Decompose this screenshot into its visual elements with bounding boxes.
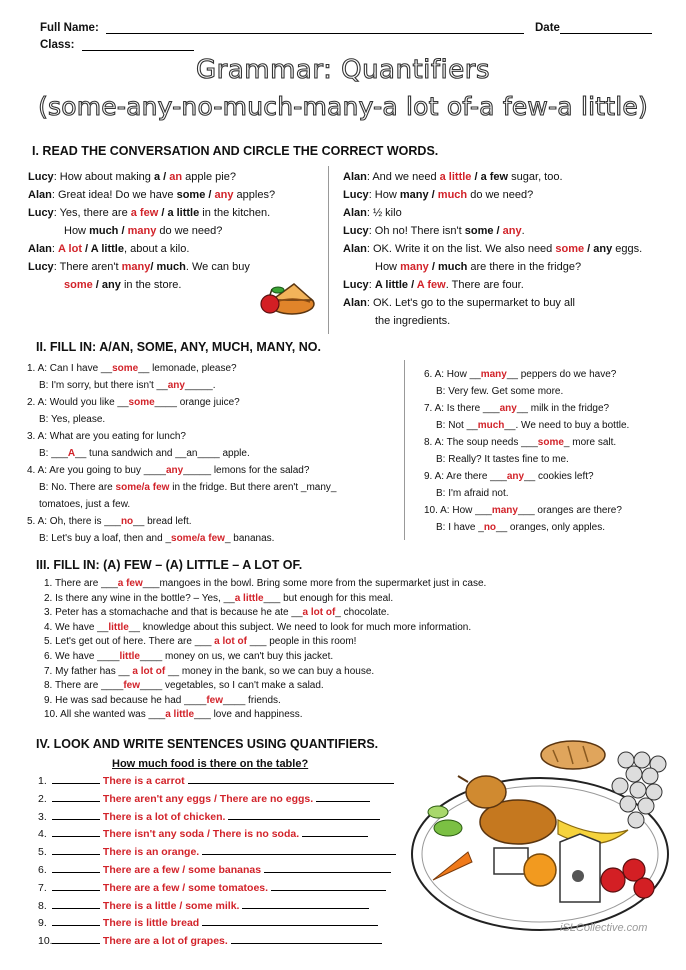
exercise-line (424, 468, 684, 485)
exercise-line (424, 366, 684, 383)
conversation-line (343, 222, 678, 240)
line-text: ___ oranges are there? (517, 505, 622, 516)
exercise-line (424, 502, 684, 519)
answer: any (166, 465, 184, 476)
line-text: the ingredients. (375, 315, 451, 327)
line-text: __ bread left. (133, 516, 192, 527)
circled-answer: some (64, 279, 93, 291)
line-text: apple pie? (182, 171, 236, 183)
answer: a lot of (132, 665, 166, 677)
line-text: do we need? (156, 225, 223, 237)
sentences-list (38, 772, 398, 950)
answer: little (119, 650, 140, 662)
blank-line (52, 772, 100, 784)
line-text: : And we need (366, 171, 440, 183)
option-separator: / (118, 225, 128, 237)
sentence-line (38, 790, 398, 808)
full-name-field (40, 22, 524, 34)
option-word: much (156, 261, 186, 273)
answer: some/a few (115, 482, 170, 493)
blank-line (52, 914, 100, 926)
section4-heading: IV. LOOK AND WRITE SENTENCES USING QUANTIFIERS. (36, 737, 379, 751)
line-text: B: Not __ (436, 420, 478, 431)
exercise-line (27, 428, 407, 445)
line-text: ___ love and happiness. (194, 709, 303, 721)
option-separator: / (471, 171, 481, 183)
line-text: apples? (233, 189, 276, 201)
speaker-name: Lucy (343, 279, 369, 291)
answer: There are a few / some tomatoes. (100, 881, 271, 894)
option-word: much (89, 225, 119, 237)
answer: A (67, 448, 76, 459)
option-word: a few (480, 171, 509, 183)
line-text: __ knowledge about this subject. We need to look for much more information. (128, 621, 472, 633)
speaker-name: Lucy (28, 171, 54, 183)
line-text: 10. A: How ___ (424, 505, 492, 516)
blank-line (202, 843, 396, 855)
line-text: B: Very few. Get some more. (436, 386, 564, 397)
line-text: B: Let's buy a loaf, then and _ (39, 533, 172, 544)
speaker-name: Alan (343, 243, 367, 255)
exercise-line (27, 377, 407, 394)
line-text: 1. There are ___ (44, 578, 118, 589)
line-text: : ½ kilo (366, 207, 402, 219)
exercise-line (424, 383, 684, 400)
exercise-line (44, 665, 674, 680)
line-text: ____ money on us, we can't buy this jacket. (140, 650, 334, 662)
answer: There is little bread (100, 917, 203, 930)
blank-line (52, 825, 100, 837)
conversation-right (343, 168, 678, 330)
section1-heading: I. READ THE CONVERSATION AND CIRCLE THE CORRECT WORDS. (32, 144, 439, 158)
speaker-name: Alan (28, 189, 52, 201)
line-text: are there in the fridge? (467, 261, 582, 273)
option-separator: / (428, 189, 438, 201)
answer: few (123, 680, 140, 692)
blank-line (242, 897, 369, 909)
conversation-line (343, 186, 678, 204)
circled-answer: many (127, 225, 157, 237)
option-word: much (437, 261, 468, 273)
divider-2 (404, 360, 405, 540)
line-text: do we need? (467, 189, 534, 201)
sentence-line (38, 772, 398, 790)
full-name-line (106, 33, 524, 34)
answer: many (480, 369, 507, 380)
exercise-line (27, 360, 407, 377)
line-text: . (521, 225, 525, 237)
line-text: B: I'm afraid not. (436, 488, 509, 499)
line-text: : Oh no! There isn't (368, 225, 465, 237)
line-text: eggs. (612, 243, 643, 255)
line-text: tomatoes, just a few. (39, 499, 131, 510)
answer: any (499, 403, 517, 414)
conversation-line (343, 294, 678, 312)
line-text: 3. A: What are you eating for lunch? (27, 431, 186, 442)
sentence-line (38, 825, 398, 843)
line-text: ___mangoes in the bowl. Bring some more from the supermarket just in case. (142, 578, 487, 589)
option-word: some (176, 189, 206, 201)
line-text: B: I have _ (436, 522, 484, 533)
line-text: ____ orange juice? (154, 397, 240, 408)
line-text: . We can buy (185, 261, 250, 273)
circled-answer: many (121, 261, 151, 273)
line-text: : (368, 279, 375, 291)
option-word: a (153, 171, 161, 183)
line-text: in the kitchen. (199, 207, 271, 219)
line-text: : Great idea! Do we have (51, 189, 177, 201)
circled-answer: a little (439, 171, 472, 183)
answer: a few (117, 578, 143, 589)
answer: little (108, 621, 129, 633)
date-field (535, 22, 652, 34)
option-word: any (593, 243, 613, 255)
item-number: 6. (38, 863, 47, 876)
blank-line (264, 861, 391, 873)
line-text: 9. A: Are there ___ (424, 471, 507, 482)
blank-line (52, 897, 100, 909)
exercise-line (44, 577, 674, 592)
exercise-line (424, 451, 684, 468)
exercise-line (424, 434, 684, 451)
line-text: : How about making (53, 171, 154, 183)
item-number: 8. (38, 899, 47, 912)
line-text: 9. He was sad because he had ____ (44, 694, 207, 706)
option-word: A little (90, 243, 124, 255)
line-text: 4. A: Are you going to buy ____ (27, 465, 166, 476)
line-text: ____ friends. (223, 694, 281, 706)
conversation-line (343, 240, 678, 258)
answer: any (167, 380, 185, 391)
speaker-name: Alan (343, 207, 367, 219)
conversation-line (28, 204, 323, 222)
conversation-line (343, 312, 678, 330)
blank-line (52, 808, 100, 820)
line-text: : OK. Let's go to the supermarket to buy all (366, 297, 575, 309)
option-separator: / (82, 243, 91, 255)
speaker-name: Alan (343, 297, 367, 309)
conversation-line (343, 276, 678, 294)
line-text: 6. A: How __ (424, 369, 481, 380)
item-number: 4. (38, 828, 47, 841)
line-text: ___ people in this room! (246, 636, 357, 648)
full-name-label: Full Name: (40, 22, 99, 34)
conversation-line (343, 258, 678, 276)
speaker-name: Lucy (28, 207, 54, 219)
blank-line (52, 790, 100, 802)
option-separator: / (205, 189, 215, 201)
line-text: : How (368, 189, 400, 201)
blank-line (316, 790, 370, 802)
answer: a little (165, 709, 195, 721)
item-number: 10. (38, 935, 53, 948)
answer: some (537, 437, 564, 448)
line-text: : OK. Write it on the list. We also need (366, 243, 556, 255)
line-text: : There aren't (53, 261, 122, 273)
answer: some/a few (171, 533, 225, 544)
line-text: 10. All she wanted was ___ (44, 709, 166, 721)
exercise-line (44, 606, 674, 621)
circled-answer: much (437, 189, 468, 201)
class-field (40, 39, 194, 51)
option-separator: / (158, 207, 168, 219)
conversation-line (343, 168, 678, 186)
speaker-name: Alan (343, 171, 367, 183)
answer: There is a lot of chicken. (100, 810, 229, 823)
line-text: 7. My father has __ (44, 665, 133, 677)
sentence-line (38, 861, 398, 879)
line-text: , about a kilo. (123, 243, 190, 255)
answer: There is a carrot (100, 775, 188, 787)
class-line (82, 50, 194, 51)
exercise-line (424, 417, 684, 434)
line-text: __. We need to buy a bottle. (504, 420, 630, 431)
line-text: ___ but enough for this meal. (263, 592, 394, 604)
line-text: How (64, 225, 90, 237)
circled-answer: A lot (57, 243, 82, 255)
answer: no (120, 516, 134, 527)
section2-heading: II. FILL IN: A/AN, SOME, ANY, MUCH, MANY, NO. (36, 340, 321, 354)
fill-in-right (424, 366, 684, 536)
conversation-line (28, 168, 323, 186)
circled-answer: many (400, 261, 429, 273)
line-text: __ cookies left? (524, 471, 594, 482)
watermark: iSLCollective.com (560, 922, 648, 934)
blank-line (52, 879, 100, 891)
exercise-line (27, 445, 407, 462)
exercise-line (27, 394, 407, 411)
circled-answer: any (502, 225, 522, 237)
circled-answer: a few (130, 207, 159, 219)
option-separator: / (408, 279, 417, 291)
line-text: : (51, 243, 58, 255)
option-separator: / (150, 261, 157, 273)
section3-heading: III. FILL IN: (A) FEW – (A) LITTLE – A LOT OF. (36, 558, 303, 572)
exercise-line (44, 708, 674, 723)
answer: There isn't any soda / There is no soda. (100, 828, 303, 841)
item-number: 7. (38, 881, 47, 894)
line-text: B: ___ (39, 448, 68, 459)
conversation-line (28, 240, 323, 258)
exercise-line (44, 621, 674, 636)
line-text: B: No. There are (39, 482, 116, 493)
option-word: any (101, 279, 121, 291)
conversation-line (343, 204, 678, 222)
option-separator: / (92, 279, 102, 291)
line-text: 3. Peter has a stomachache and that is because he ate __ (44, 607, 303, 619)
speaker-name: Lucy (28, 261, 54, 273)
answer: any (506, 471, 525, 482)
exercise-line (27, 513, 407, 530)
line-text: _ chocolate. (335, 607, 390, 619)
line-text: _ more salt. (563, 437, 617, 448)
line-text: 6. We have ____ (44, 650, 120, 662)
food-question: How much food is there on the table? (112, 758, 309, 770)
exercise-line (27, 479, 407, 496)
sentence-line (38, 897, 398, 915)
line-text: _ bananas. (224, 533, 275, 544)
line-text: . There are four. (445, 279, 524, 291)
line-text: __ oranges, only apples. (496, 522, 605, 533)
blank-line (228, 808, 379, 820)
blank-line (52, 932, 100, 944)
sentence-line (38, 932, 398, 950)
option-separator: / (160, 171, 170, 183)
line-text: in the store. (120, 279, 182, 291)
option-separator: / (493, 225, 503, 237)
item-number: 9. (38, 917, 47, 930)
line-text: B: I'm sorry, but there isn't __ (39, 380, 168, 391)
answer: some (128, 397, 155, 408)
sentence-line (38, 843, 398, 861)
line-text: in the fridge. But there aren't _many_ (169, 482, 337, 493)
conversation-line (28, 186, 323, 204)
apple-pie-illustration (254, 270, 316, 322)
food-plate-illustration (408, 730, 678, 935)
exercise-line (44, 694, 674, 709)
conversation-line (28, 222, 323, 240)
line-text: _____. (184, 380, 216, 391)
date-label: Date (535, 22, 560, 34)
exercise-line (27, 530, 407, 547)
answer: There is a little / some milk. (100, 899, 243, 912)
line-text: 1. A: Can I have __ (27, 363, 113, 374)
circled-answer: any (214, 189, 234, 201)
exercise-line (27, 496, 407, 513)
line-text: How (375, 261, 401, 273)
answer: few (206, 694, 224, 706)
line-text: __ peppers do we have? (506, 369, 617, 380)
answer: a lot of (302, 607, 336, 619)
option-word: many (399, 189, 429, 201)
line-text: __ milk in the fridge? (516, 403, 610, 414)
divider (328, 166, 329, 334)
answer: no (483, 522, 497, 533)
line-text: B: Really? It tastes fine to me. (436, 454, 569, 465)
answer: some (112, 363, 139, 374)
line-text: __ money in the bank, so we can buy a house. (165, 665, 375, 677)
line-text: 5. A: Oh, there is ___ (27, 516, 121, 527)
exercise-line (27, 411, 407, 428)
item-number: 5. (38, 846, 47, 859)
answer: There is an orange. (100, 846, 203, 859)
line-text: 2. Is there any wine in the bottle? – Yes, __ (44, 592, 235, 604)
line-text: __ lemonade, please? (138, 363, 237, 374)
option-separator: / (584, 243, 594, 255)
blank-line (52, 861, 100, 873)
option-word: a little (167, 207, 200, 219)
sentence-line (38, 914, 398, 932)
answer: There are a few / some bananas (100, 863, 264, 876)
option-word: some (464, 225, 494, 237)
blank-line (202, 914, 378, 926)
date-line (560, 33, 652, 34)
circled-answer: some (555, 243, 585, 255)
circled-answer: A few (416, 279, 446, 291)
answer: There aren't any eggs / There are no eggs. (100, 792, 317, 805)
page-title: Grammar: Quantifiers (196, 55, 490, 85)
exercise-line (424, 400, 684, 417)
answer: much (477, 420, 505, 431)
blank-line (231, 932, 382, 944)
line-text: 4. We have __ (44, 621, 109, 633)
line-text: 8. A: The soup needs ___ (424, 437, 538, 448)
blank-line (52, 843, 100, 855)
exercise-line (424, 485, 684, 502)
class-label: Class: (40, 39, 75, 51)
circled-answer: an (169, 171, 183, 183)
line-text: 7. A: Is there ___ (424, 403, 500, 414)
speaker-name: Lucy (343, 225, 369, 237)
item-number: 1. (38, 775, 47, 787)
speaker-name: Alan (28, 243, 52, 255)
item-number: 3. (38, 810, 47, 823)
item-number: 2. (38, 792, 47, 805)
line-text: _____ lemons for the salad? (183, 465, 310, 476)
fill-in-3-list (44, 577, 674, 723)
speaker-name: Lucy (343, 189, 369, 201)
line-text: 5. Let's get out of here. There are ___ (44, 636, 215, 648)
exercise-line (44, 650, 674, 665)
line-text: sugar, too. (508, 171, 563, 183)
answer: many (491, 505, 518, 516)
line-text: __ tuna sandwich and __an____ apple. (75, 448, 250, 459)
blank-line (302, 825, 368, 837)
option-separator: / (428, 261, 438, 273)
answer: There are a lot of grapes. (100, 935, 231, 948)
exercise-line (44, 679, 674, 694)
exercise-line (27, 462, 407, 479)
line-text: 2. A: Would you like __ (27, 397, 129, 408)
page-subtitle: (some-any-no-much-many-a lot of-a few-a little) (38, 92, 648, 121)
blank-line (188, 772, 394, 784)
line-text: 8. There are ____ (44, 680, 124, 692)
line-text: ____ vegetables, so I can't make a salad. (140, 680, 324, 692)
line-text: : Yes, there are (53, 207, 131, 219)
exercise-line (44, 635, 674, 650)
exercise-line (44, 592, 674, 607)
blank-line (271, 879, 386, 891)
line-text: B: Yes, please. (39, 414, 106, 425)
fill-in-left (27, 360, 407, 547)
sentence-line (38, 879, 398, 897)
option-word: A little (374, 279, 409, 291)
answer: a lot of (214, 636, 247, 648)
exercise-line (424, 519, 684, 536)
answer: a little (234, 592, 264, 604)
sentence-line (38, 808, 398, 826)
